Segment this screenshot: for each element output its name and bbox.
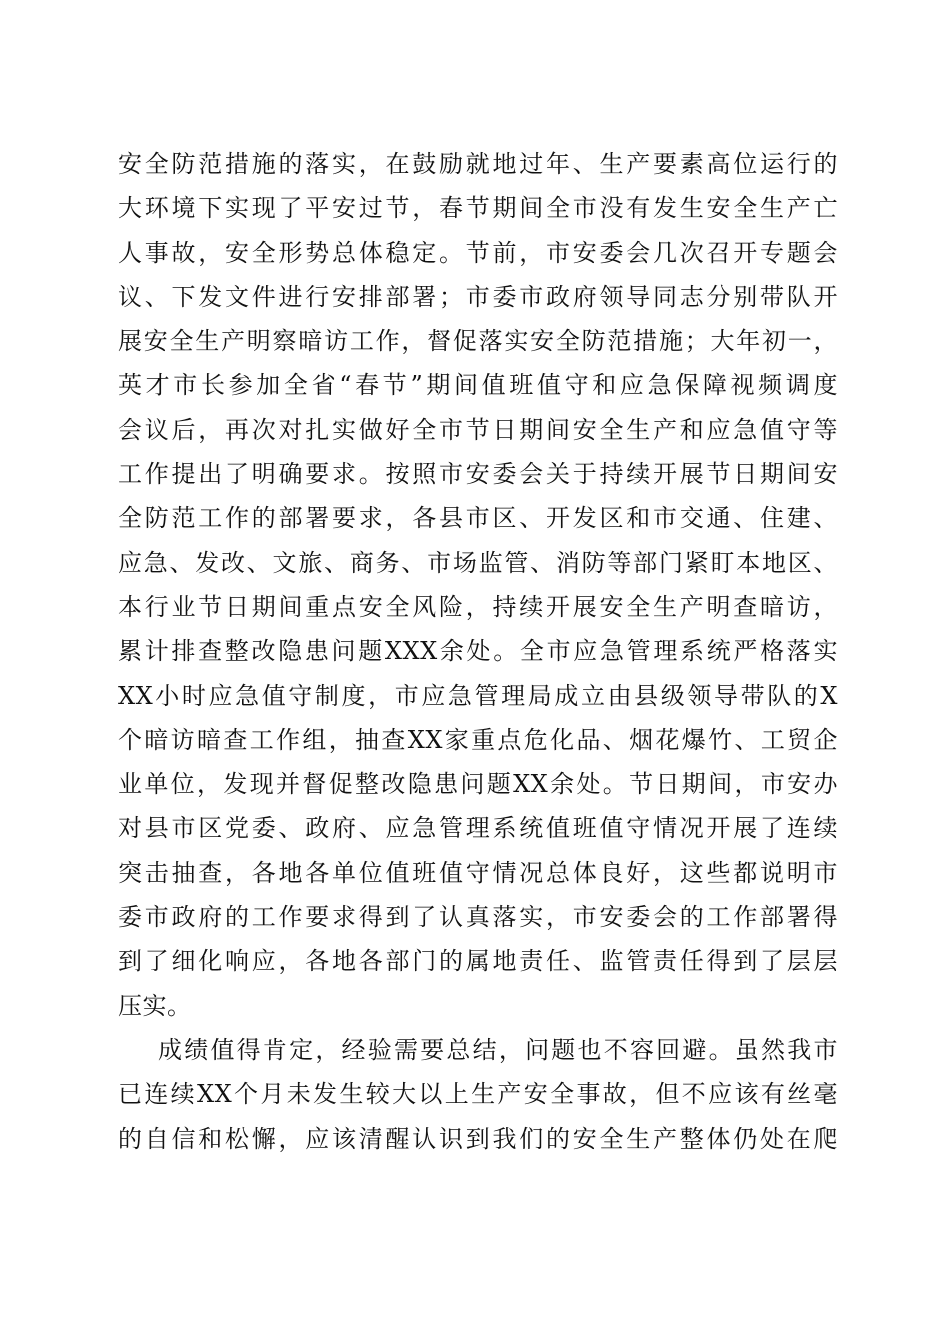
text-line: 的自信和松懈，应该清醒认识到我们的安全生产整体仍处在爬 (118, 1124, 838, 1153)
text-line: 大环境下实现了平安过节，春节期间全市没有发生安全生产亡 (118, 194, 838, 223)
text-line: 对县市区党委、政府、应急管理系统值班值守情况开展了连续 (118, 814, 838, 843)
text-line: 业单位，发现并督促整改隐患问题XX余处。节日期间，市安办 (118, 770, 838, 799)
text-line: 委市政府的工作要求得到了认真落实，市安委会的工作部署得 (118, 903, 838, 932)
text-line: 累计排查整改隐患问题XXX余处。全市应急管理系统严格落实 (118, 637, 838, 666)
text-line: 会议后，再次对扎实做好全市节日期间安全生产和应急值守等 (118, 415, 838, 444)
text-line: 到了细化响应，各地各部门的属地责任、监管责任得到了层层 (118, 947, 838, 976)
text-line: 英才市长参加全省“春节”期间值班值守和应急保障视频调度 (118, 371, 838, 400)
text-line: 个暗访暗查工作组，抽查XX家重点危化品、烟花爆竹、工贸企 (118, 725, 838, 754)
text-line: XX小时应急值守制度，市应急管理局成立由县级领导带队的X (118, 681, 838, 710)
text-line: 人事故，安全形势总体稳定。节前，市安委会几次召开专题会 (118, 238, 838, 267)
text-line: 议、下发文件进行安排部署；市委市政府领导同志分别带队开 (118, 282, 838, 311)
paragraph-start-line: 成绩值得肯定，经验需要总结，问题也不容回避。虽然我市 (158, 1035, 838, 1064)
text-line: 全防范工作的部署要求，各县市区、开发区和市交通、住建、 (118, 504, 838, 533)
text-line: 展安全生产明察暗访工作，督促落实安全防范措施；大年初一， (118, 327, 838, 356)
text-line: 安全防范措施的落实，在鼓励就地过年、生产要素高位运行的 (118, 150, 838, 178)
text-line: 已连续XX个月未发生较大以上生产安全事故，但不应该有丝毫 (118, 1080, 838, 1109)
body-text (118, 142, 838, 1161)
text-line: 压实。 (118, 991, 192, 1020)
text-line: 工作提出了明确要求。按照市安委会关于持续开展节日期间安 (118, 460, 838, 489)
text-line: 本行业节日期间重点安全风险，持续开展安全生产明查暗访， (118, 592, 838, 621)
text-line: 突击抽查，各地各单位值班值守情况总体良好，这些都说明市 (118, 858, 838, 887)
text-line: 应急、发改、文旅、商务、市场监管、消防等部门紧盯本地区、 (118, 548, 838, 577)
